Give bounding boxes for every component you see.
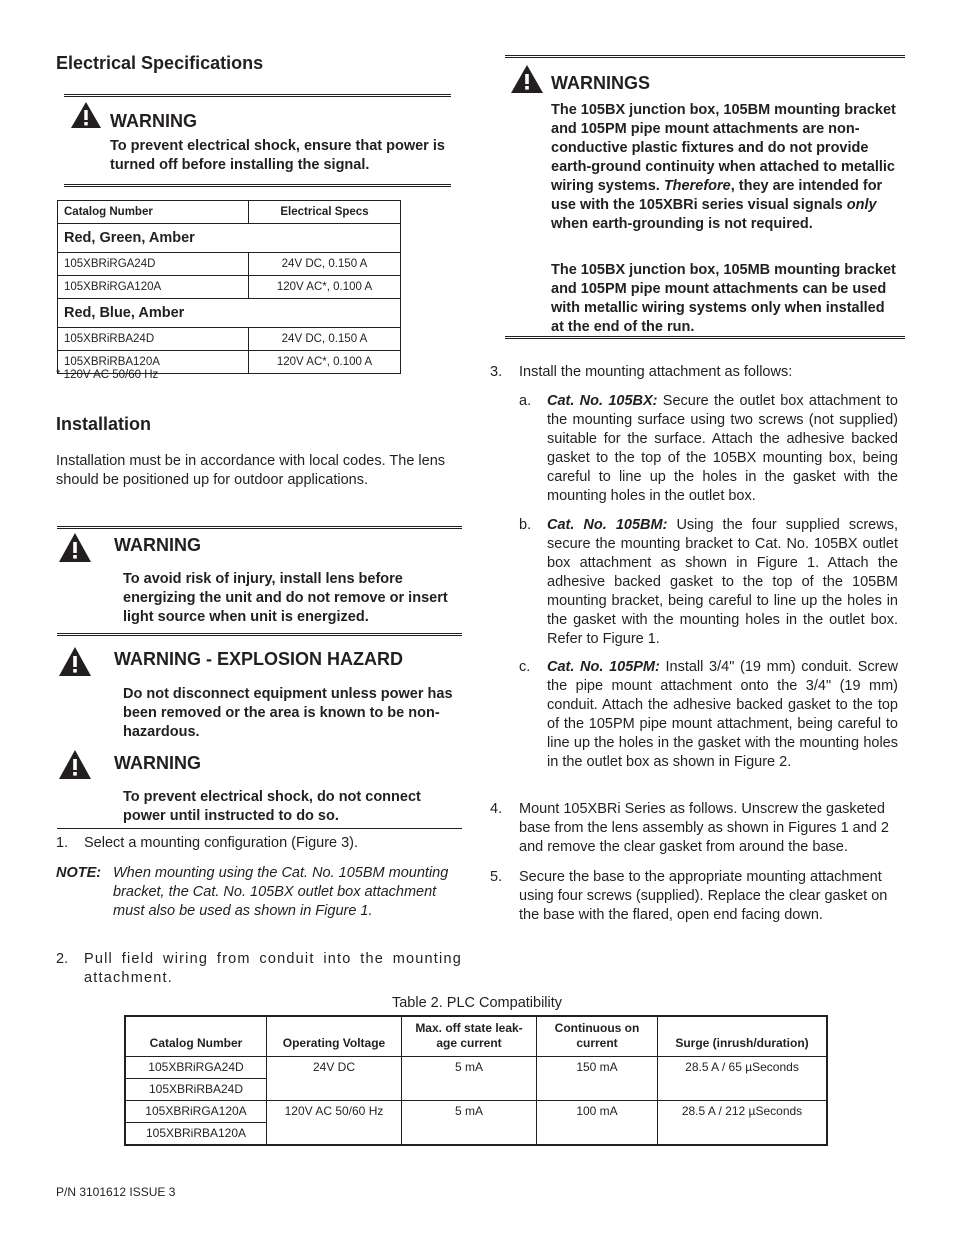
table-cell: 120V AC*, 0.100 A <box>249 351 401 374</box>
table-header-cell: Max. off state leak-age current <box>402 1016 537 1057</box>
table-cell: 24V DC, 0.150 A <box>249 328 401 351</box>
table-row <box>58 276 401 299</box>
table-header-cell: Catalog Number <box>58 201 249 224</box>
table-cell: 120V AC 50/60 Hz <box>267 1101 402 1146</box>
warning-title: WARNING <box>114 535 201 555</box>
divider <box>57 633 462 636</box>
footer-part-number: P/N 3101612 ISSUE 3 <box>56 1185 176 1199</box>
electrical-specs-table <box>57 200 401 374</box>
installation-text: Installation must be in accordance with local codes. The lens should be positioned up for outdoor applications. <box>56 453 446 488</box>
table-cell: 100 mA <box>537 1101 658 1146</box>
warning-text: Do not disconnect equipment unless power has been removed or the area is known to be non-hazardous. <box>123 686 453 740</box>
warning-title: WARNING <box>110 111 197 131</box>
table-group-row <box>58 299 401 328</box>
table-group-label: Red, Green, Amber <box>58 224 401 253</box>
table-row <box>58 253 401 276</box>
divider <box>57 828 462 829</box>
table-header-cell: Continuous on current <box>537 1016 658 1057</box>
warnings-paragraph-1: The 105BX junction box, 105BM mounting bracket and 105PM pipe mount attachments are non-conductive plastic fixtures and do not provide earth-ground continuity when attached to metallic wiring systems. Therefore, they are intended for use with the 105XBRi series visual signals only when earth-grounding is not required. <box>551 102 896 232</box>
warning-triangle-icon <box>58 646 92 677</box>
warning-triangle-icon <box>510 64 544 94</box>
table-cell: 105XBRiRGA120A <box>58 276 249 299</box>
electrical-specifications-heading: Electrical Specifications <box>56 53 264 73</box>
warnings-title: WARNINGS <box>551 73 650 93</box>
table-cell: 24V DC <box>267 1057 402 1101</box>
substep-text: Cat. No. 105PM: Install 3/4" (19 mm) conduit. Screw the pipe mount attachment onto the 3/4" (19 mm) conduit. Attach the adhesive backed gasket to the top of the 105PM pipe mount attachment, being careful to line up the holes in the gasket with the mounting holes in the outlet box as shown in Figure 2. <box>547 659 898 770</box>
warnings-paragraph-2: The 105BX junction box, 105MB mounting bracket and 105PM pipe mount attachments can be used with metallic wiring systems only when installed at the end of the run. <box>551 262 896 335</box>
table-header-row <box>58 201 401 224</box>
step-text: Secure the base to the appropriate mounting attachment using four screws (supplied). Replace the clear gasket on the base with the flared, open end facing down. <box>519 869 888 923</box>
table-cell: 105XBRiRBA24D <box>58 328 249 351</box>
warning-title: WARNING - EXPLOSION HAZARD <box>114 649 404 669</box>
step-text: Select a mounting configuration (Figure 3). <box>84 835 359 851</box>
table-cell: 28.5 A / 65 µSeconds <box>658 1057 828 1101</box>
substep-letter: c. <box>519 659 531 675</box>
table-cell: 105XBRiRBA120A <box>58 351 249 374</box>
table-group-label: Red, Blue, Amber <box>58 299 401 328</box>
step-number: 5. <box>490 869 503 885</box>
table-header-row <box>125 1016 827 1057</box>
warning-triangle-icon <box>70 101 102 129</box>
warning-title: WARNING <box>114 753 201 773</box>
table-header-cell: Catalog Number <box>125 1016 267 1057</box>
table-cell: 105XBRiRBA24D <box>125 1079 267 1101</box>
warning-text: To prevent electrical shock, ensure that power is turned off before installing the signal. <box>110 138 445 173</box>
warning-triangle-icon <box>58 532 92 563</box>
divider <box>505 336 905 339</box>
table-cell: 28.5 A / 212 µSeconds <box>658 1101 828 1146</box>
table-row <box>125 1057 827 1079</box>
table-row <box>58 328 401 351</box>
divider <box>57 526 462 529</box>
table-cell: 24V DC, 0.150 A <box>249 253 401 276</box>
warning-text: To prevent electrical shock, do not connect power until instructed to do so. <box>123 789 421 824</box>
table-cell: 105XBRiRGA24D <box>58 253 249 276</box>
table-header-cell: Electrical Specs <box>249 201 401 224</box>
note-text: When mounting using the Cat. No. 105BM mounting bracket, the Cat. No. 105BX outlet box attachment must also be used as shown in Figure 1. <box>113 865 449 919</box>
table-cell: 5 mA <box>402 1057 537 1101</box>
divider <box>64 94 451 97</box>
step-number: 2. <box>56 951 69 967</box>
substep-letter: b. <box>519 517 532 533</box>
table-group-row <box>58 224 401 253</box>
warning-text: To avoid risk of injury, install lens before energizing the unit and do not remove or insert light source when unit is energized. <box>123 571 448 625</box>
table-caption: Table 2. PLC Compatibility <box>391 995 563 1011</box>
step-text: Install the mounting attachment as follows: <box>519 364 793 380</box>
divider <box>64 184 451 187</box>
step-number: 1. <box>56 835 69 851</box>
table-header-cell: Operating Voltage <box>267 1016 402 1057</box>
table-header-cell: Surge (inrush/duration) <box>658 1016 828 1057</box>
table-row <box>125 1101 827 1123</box>
installation-heading: Installation <box>56 414 152 434</box>
table-cell: 105XBRiRBA120A <box>125 1123 267 1146</box>
table-cell: 150 mA <box>537 1057 658 1101</box>
step-text: Pull field wiring from conduit into the mounting attachment. <box>84 951 462 986</box>
warning-triangle-icon <box>58 749 92 780</box>
step-number: 3. <box>490 364 503 380</box>
table-cell: 120V AC*, 0.100 A <box>249 276 401 299</box>
table-cell: 105XBRiRGA24D <box>125 1057 267 1079</box>
step-text: Mount 105XBRi Series as follows. Unscrew the gasketed base from the lens assembly as shown in Figures 1 and 2 and remove the clear gasket from around the base. <box>519 801 889 855</box>
table-cell: 105XBRiRGA120A <box>125 1101 267 1123</box>
table-cell: 5 mA <box>402 1101 537 1146</box>
divider <box>505 55 905 58</box>
plc-compatibility-table <box>124 1015 828 1146</box>
substep-text: Cat. No. 105BM: Using the four supplied screws, secure the mounting bracket to Cat. No. 105BX outlet box attachment as shown in Figure 1. Attach the adhesive backed gasket to the top of the 105BM mounting bracket, being careful to line up the holes in the gasket with the mounting holes in the outlet box. Refer to Figure 1. <box>547 517 898 647</box>
substep-text: Cat. No. 105BX: Secure the outlet box attachment to the mounting surface using two screws (not supplied) suitable for the surface. Attach the adhesive backed gasket to the top of the 105BX mounting box, being careful to line up the holes in the gasket with the mounting holes in the outlet box. <box>547 393 898 504</box>
note-label: NOTE: <box>56 865 102 881</box>
table-footnote: * 120V AC 50/60 Hz <box>56 369 159 381</box>
substep-letter: a. <box>519 393 532 409</box>
step-number: 4. <box>490 801 503 817</box>
